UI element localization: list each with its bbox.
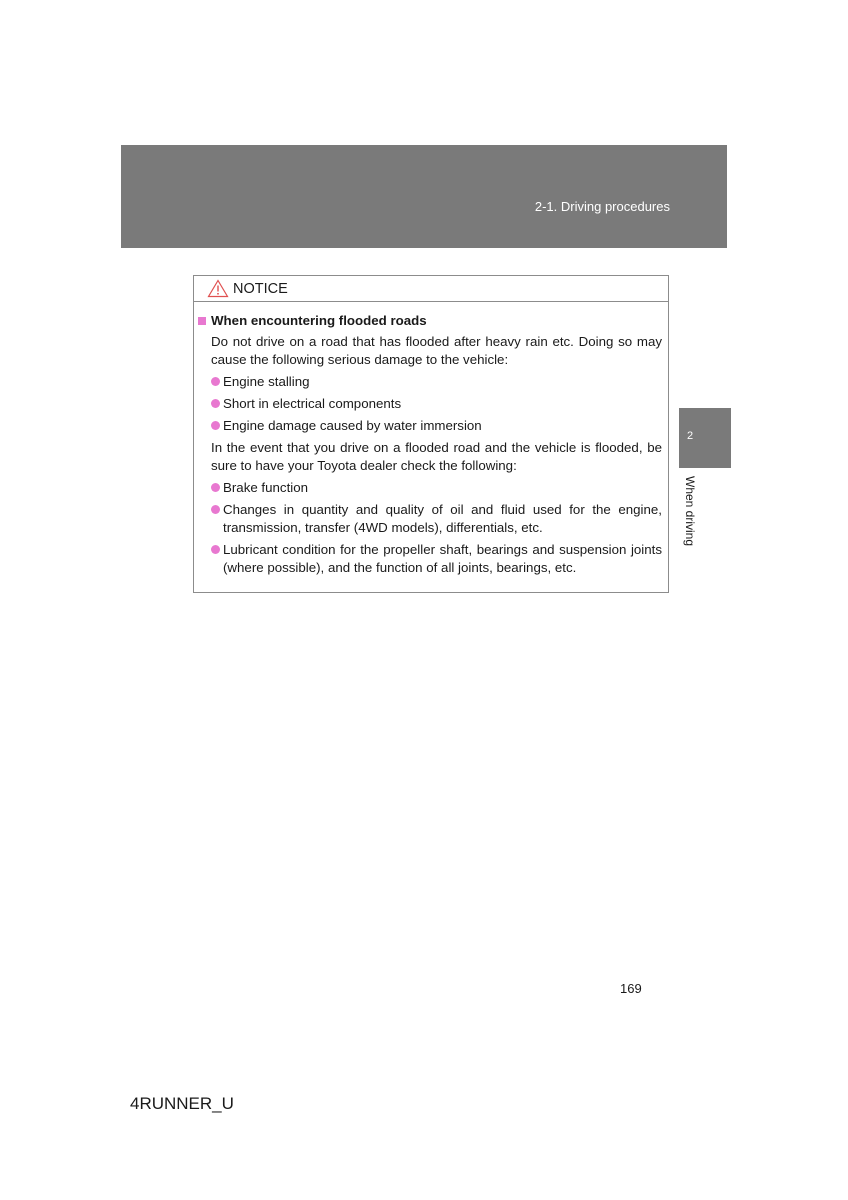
followup-paragraph: In the event that you drive on a flooded road and the vehicle is flooded, be sure to have your Toyota dealer check the following: <box>211 440 662 473</box>
chapter-tab <box>679 408 731 468</box>
list-item-text: Engine stalling <box>223 374 310 389</box>
pink-dot-icon <box>211 483 220 492</box>
notice-header <box>194 276 668 302</box>
square-bullet-icon <box>198 317 206 325</box>
pink-dot-icon <box>211 399 220 408</box>
list-item <box>211 479 662 497</box>
pink-dot-icon <box>211 505 220 514</box>
list-item <box>211 395 662 413</box>
list-item-text: Short in electrical components <box>223 396 402 411</box>
chapter-label: When driving <box>683 476 697 547</box>
list-item-text: Engine damage caused by water immersion <box>223 418 482 433</box>
pink-dot-icon <box>211 377 220 386</box>
chapter-number: 2 <box>687 430 694 442</box>
warning-triangle-icon <box>207 279 229 298</box>
list-item <box>211 373 662 391</box>
list-item <box>211 541 662 577</box>
notice-body <box>194 302 668 577</box>
notice-title: NOTICE <box>233 280 288 297</box>
list-item-text: Changes in quantity and quality of oil and fluid used for the engine, transmission, transfer (4WD models), differentials, etc. <box>223 502 662 535</box>
header-band <box>121 145 727 248</box>
subheading <box>198 312 662 330</box>
page-number: 169 <box>620 981 642 996</box>
pink-dot-icon <box>211 421 220 430</box>
list-item <box>211 501 662 537</box>
section-title: 2-1. Driving procedures <box>534 199 670 214</box>
intro-paragraph: Do not drive on a road that has flooded after heavy rain etc. Doing so may cause the following serious damage to the vehicle: <box>211 334 662 367</box>
list-item-text: Lubricant condition for the propeller shaft, bearings and suspension joints (where possible), and the function of all joints, bearings, etc. <box>223 542 662 575</box>
notice-box <box>193 275 669 593</box>
footer-model-label: 4RUNNER_U <box>130 1094 234 1113</box>
pink-dot-icon <box>211 545 220 554</box>
list-item-text: Brake function <box>223 480 309 495</box>
list-item <box>211 417 662 435</box>
subheading-text: When encountering flooded roads <box>211 313 427 328</box>
